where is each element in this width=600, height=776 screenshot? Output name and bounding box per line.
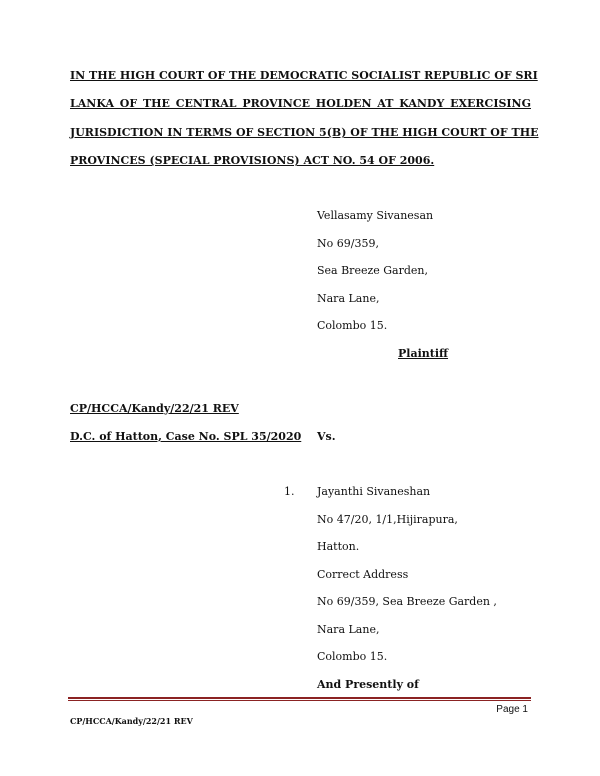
heading-line-3: JURISDICTION IN TERMS OF SECTION 5(B) OF THE HIGH COURT OF THE [70,126,539,139]
plaintiff-role: Plaintiff [398,347,449,360]
case-number: CP/HCCA/Kandy/22/21 REV [70,402,239,415]
versus-label: Vs. [317,430,336,443]
plaintiff-address-line: Colombo 15. [317,319,388,332]
defendant-address-line: Nara Lane, [317,623,380,636]
defendant-address-line: Hatton. [317,540,360,553]
defendant-index: 1. [284,485,295,498]
page-number: Page 1 [496,704,528,715]
plaintiff-name: Vellasamy Sivanesan [317,209,434,222]
defendant-address-line: Colombo 15. [317,650,388,663]
footer-rule-thin [68,700,531,701]
defendant-continuation: And Presently of [317,678,419,691]
lower-court-case: D.C. of Hatton, Case No. SPL 35/2020 [70,430,302,443]
footer-rule [68,697,531,699]
defendant-address-line: No 47/20, 1/1,Hijirapura, [317,513,458,526]
plaintiff-address-line: Sea Breeze Garden, [317,264,428,277]
defendant-address-line: Correct Address [317,568,409,581]
heading-line-4: PROVINCES (SPECIAL PROVISIONS) ACT NO. 54 OF 2006. [70,154,435,167]
defendant-name: Jayanthi Sivaneshan [317,485,431,498]
plaintiff-address-line: Nara Lane, [317,292,380,305]
footer-case-ref: CP/HCCA/Kandy/22/21 REV [70,716,193,726]
defendant-address-line: No 69/359, Sea Breeze Garden , [317,595,497,608]
plaintiff-address-line: No 69/359, [317,237,379,250]
heading-line-2: LANKA OF THE CENTRAL PROVINCE HOLDEN AT KANDY EXERCISING [70,97,531,110]
heading-line-1: IN THE HIGH COURT OF THE DEMOCRATIC SOCIALIST REPUBLIC OF SRI [70,69,538,82]
